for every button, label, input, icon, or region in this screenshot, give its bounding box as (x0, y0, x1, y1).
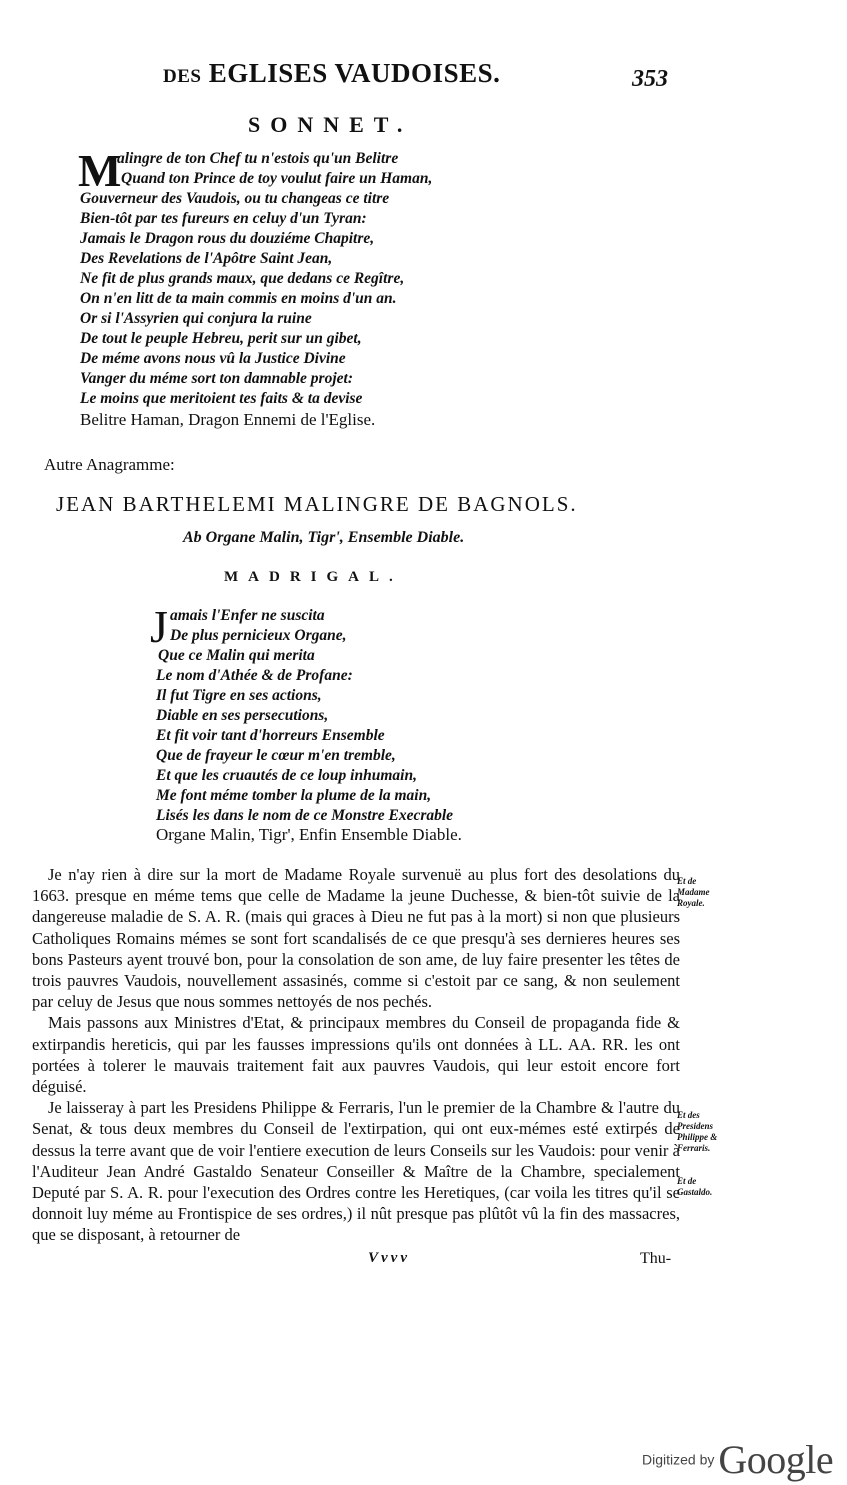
madrigal-line: Que ce Malin qui merita (158, 647, 315, 664)
full-name: JEAN BARTHELEMI MALINGRE DE BAGNOLS. (56, 492, 578, 516)
paragraph: Mais passons aux Ministres d'Etat, & principaux membres du Conseil de propaganda fide & extirpandis hereticis, qui par les fausses impressions qu'ils ont données à LL. AA. RR. les ont portées à tolerer le mauvais traitement fait aux pauvres Vaudois, qui leur estoit encore fort déguisé. (32, 1013, 680, 1097)
watermark-prefix: Digitized by (642, 1451, 715, 1468)
sonnet-line: Belitre Haman, Dragon Ennemi de l'Eglise. (80, 410, 376, 429)
signature-mark: Vvvv (368, 1250, 410, 1266)
sonnet-line: Des Revelations de l'Apôtre Saint Jean, (80, 250, 333, 267)
margin-note: Et de Madame Royale. (677, 876, 710, 908)
sonnet-line: Or si l'Assyrien qui conjura la ruine (80, 310, 312, 327)
sonnet-line: Ne fit de plus grands maux, que dedans ce Regître, (80, 270, 405, 287)
google-logo: Google (718, 1437, 834, 1482)
madrigal-line: Le nom d'Athée & de Profane: (156, 667, 353, 684)
margin-note: Et des Presidens Philippe & Ferraris. (677, 1110, 718, 1153)
page-number: 353 (632, 66, 668, 92)
anagram: Ab Organe Malin, Tigr', Ensemble Diable. (183, 529, 465, 546)
sonnet-line: Gouverneur des Vaudois, ou tu changeas ce titre (80, 190, 390, 207)
catchword: Thu- (640, 1250, 672, 1267)
madrigal-dropcap: J (150, 601, 168, 652)
sonnet-line: alingre de ton Chef tu n'estois qu'un Belitre (117, 150, 399, 167)
sonnet-line: Jamais le Dragon rous du douziéme Chapitre, (80, 230, 375, 247)
sonnet-line: On n'en litt de ta main commis en moins d'un an. (80, 290, 397, 307)
sonnet-line: Quand ton Prince de toy voulut faire un Haman, (121, 170, 433, 187)
running-title: des EGLISES VAUDOISES. (163, 58, 501, 88)
margin-note: Et de Gastaldo. (677, 1176, 713, 1197)
madrigal-line: Organe Malin, Tigr', Enfin Ensemble Diable. (156, 825, 462, 844)
sonnet-line: De tout le peuple Hebreu, perit sur un gibet, (80, 330, 362, 347)
sonnet-line: Le moins que meritoient tes faits & ta devise (80, 390, 363, 407)
madrigal-line: Et que les cruautés de ce loup inhumain, (156, 767, 417, 784)
paragraph: Je laisseray à part les Presidens Philippe & Ferraris, l'un le premier de la Chambre & l'autre du Senat, & tous deux membres du Conseil de l'extirpation, qui ont eux-mémes esté extirpés de dessus la terre avant que de voir l'entiere execution de leurs Conseils sur les Vaudois: pour venir à l'Auditeur Jean André Gastaldo Senateur Conseiller & Maître de la Chambre, specialement Deputé par S. A. R. pour l'execution des Ordres contre les Heretiques, (car voila les titres qu'il se donnoit luy méme au Frontispice de ses ordres,) il nût presque pas plûtôt vû la fin des massacres, que se disposant, à retourner de (32, 1098, 680, 1245)
madrigal-line: Lisés les dans le nom de ce Monstre Execrable (156, 807, 454, 824)
anagram-intro: Autre Anagramme: (44, 455, 175, 474)
madrigal-line: Il fut Tigre en ses actions, (156, 687, 322, 704)
sonnet-dropcap: M (78, 145, 122, 196)
madrigal-line: Me font méme tomber la plume de la main, (156, 787, 432, 804)
madrigal-line: amais l'Enfer ne suscita (170, 607, 325, 624)
madrigal-title: MADRIGAL. (224, 569, 403, 585)
madrigal-line: Diable en ses persecutions, (156, 707, 329, 724)
madrigal-line: Que de frayeur le cœur m'en tremble, (156, 747, 396, 764)
prose-body (32, 864, 680, 1246)
sonnet-line: Vanger du méme sort ton damnable projet: (80, 370, 353, 387)
sonnet-line: Bien-tôt par tes fureurs en celuy d'un Tyran: (80, 210, 367, 227)
madrigal-line: De plus pernicieux Organe, (170, 627, 347, 644)
paragraph: Je n'ay rien à dire sur la mort de Madame Royale survenuë au plus fort des desolations du 1663. presque en méme tems que celle de Madame la jeune Duchesse, & bien-tôt suivie de la dangereuse maladie de S. A. R. (mais qui graces à Dieu ne fut pas à la mort) si non que plusieurs Catholiques Romains mémes se sont fort scandalisés de ce que presqu'à ses dernieres heures ses bons Pasteurs ayent trouvé bon, pour la consolation de son ame, de luy faire presenter les têtes de trois pauvres Vaudois, nouvellement assasinés, comme si c'estoit par ce sang, & non seulement par celuy de Jesus que nous sommes nettoyés de nos pechés. (32, 865, 680, 1012)
madrigal-line: Et fit voir tant d'horreurs Ensemble (156, 727, 385, 744)
sonnet-title: SONNET. (248, 112, 413, 137)
google-watermark (642, 1436, 833, 1483)
sonnet-line: De méme avons nous vû la Justice Divine (80, 350, 346, 367)
